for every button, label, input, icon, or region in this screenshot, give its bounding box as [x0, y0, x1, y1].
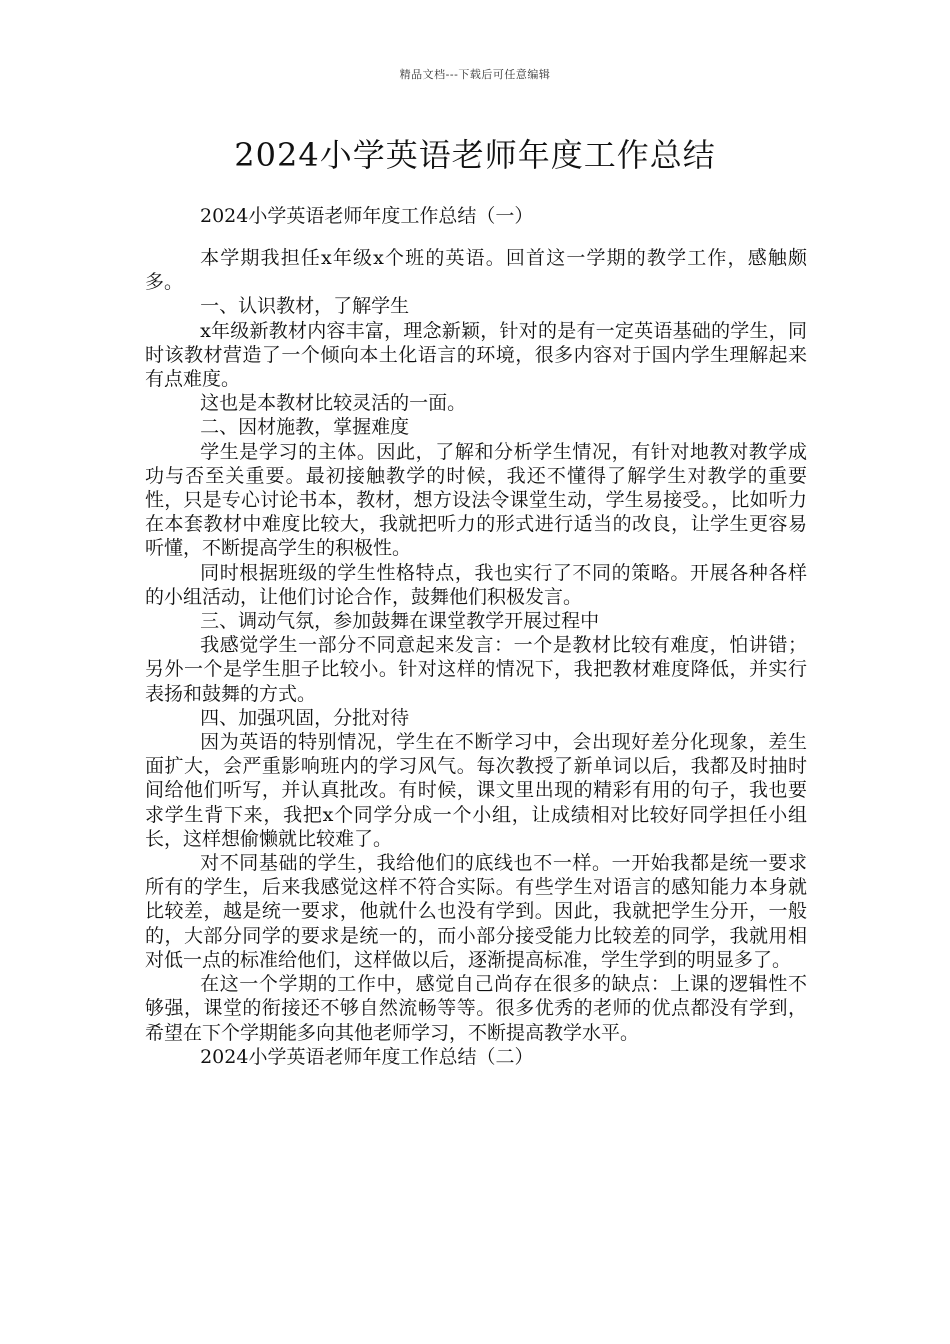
section-heading: 二、因材施教，掌握难度 [200, 416, 410, 439]
section-heading: 四、加强巩固，分批对待 [200, 706, 410, 729]
paragraph: 我感觉学生一部分不同意起来发言：一个是教材比较有难度，怕讲错；另外一个是学生胆子比较小。针对这样的情况下，我把教材难度降低，并实行表扬和鼓舞的方式。 [145, 634, 807, 705]
paragraph: 在这一个学期的工作中，感觉自己尚存在很多的缺点：上课的逻辑性不够强，课堂的衔接还不够自然流畅等等。很多优秀的老师的优点都没有学到，希望在下个学期能多向其他老师学习，不断提高教学水平。 [145, 973, 807, 1044]
paragraph: 这也是本教材比较灵活的一面。 [200, 392, 467, 415]
paragraph: 学生是学习的主体。因此，了解和分析学生情况，有针对地教对教学成功与否至关重要。最初接触教学的时候，我还不懂得了解学生对教学的重要性，只是专心讨论书本，教材，想方设法令课堂生动，学生易接受。，比如听力在本套教材中难度比较大，我就把听力的形式进行适当的改良，让学生更容易听懂，不断提高学生的积极性。 [145, 440, 807, 560]
paragraph: 对不同基础的学生，我给他们的底线也不一样。一开始我都是统一要求所有的学生，后来我感觉这样不符合实际。有些学生对语言的感知能力本身就比较差，越是统一要求，他就什么也没有学到。因此，我就把学生分开，一般的，大部分同学的要求是统一的，而小部分接受能力比较差的同学，我就用相对低一点的标准给他们，这样做以后，逐渐提高标准，学生学到的明显多了。 [145, 852, 807, 971]
section-heading: 一、认识教材，了解学生 [200, 295, 410, 318]
paragraph: 本学期我担任x年级x个班的英语。回首这一学期的教学工作，感触颇多。 [145, 247, 807, 294]
document-body [145, 246, 807, 1069]
header-note: 精品文档---下载后可任意编辑 [399, 68, 551, 81]
document-title: 2024小学英语老师年度工作总结 [234, 136, 716, 174]
paragraph: 因为英语的特别情况，学生在不断学习中，会出现好差分化现象，差生面扩大，会严重影响班内的学习风气。每次教授了新单词以后，我都及时抽时间给他们听写，并认真批改。有时候，课文里出现的精彩有用的句子，我也要求学生背下来，我把x个同学分成一个小组，让成绩相对比较好同学担任小组长，这样想偷懒就比较难了。 [145, 731, 807, 850]
section-heading: 三、调动气氛，参加鼓舞在课堂教学开展过程中 [200, 610, 600, 633]
section-title-1: 2024小学英语老师年度工作总结（一） [200, 205, 534, 227]
section-title-2: 2024小学英语老师年度工作总结（二） [200, 1045, 534, 1068]
paragraph: 同时根据班级的学生性格特点，我也实行了不同的策略。开展各种各样的小组活动，让他们讨论合作，鼓舞他们积极发言。 [145, 561, 807, 608]
paragraph: x年级新教材内容丰富，理念新颖，针对的是有一定英语基础的学生，同时该教材营造了一个倾向本土化语言的环境，很多内容对于国内学生理解起来有点难度。 [145, 319, 807, 391]
